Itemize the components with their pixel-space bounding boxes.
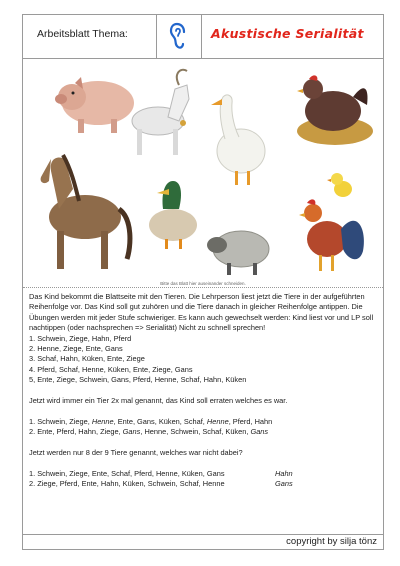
instructions [29, 292, 381, 490]
cut-line [23, 287, 383, 288]
icon-box [156, 15, 202, 58]
goat-icon [132, 70, 189, 155]
list-item: 3. Schaf, Hahn, Küken, Ente, Ziege [29, 354, 145, 364]
list-item: 2. Ente, Pferd, Hahn, Ziege, Gans, Henne, Schwein, Schaf, Küken, Gans [29, 427, 269, 437]
rooster-icon [299, 199, 364, 271]
header-label: Arbeitsblatt Thema: [37, 28, 128, 40]
sheep-icon [207, 231, 269, 275]
list-item: 5, Ente, Ziege, Schwein, Gans, Pferd, Henne, Schaf, Hahn, Küken [29, 375, 247, 385]
answer: Hahn [275, 468, 293, 478]
page-title: Akustische Serialität [211, 26, 364, 41]
intro-paragraph: Das Kind bekommt die Blattseite mit den Tieren. Die Lehrperson liest jetzt die Tiere in der aufgeführten Reihenfolge vor. Das Kind soll gut zuhören und die Tiere danach in gleicher Reihenfolge antippen. Die Übungen werden mit jeder Stufe schwieriger. Es kann auch gewechselt werden: Kind liest vor und LP soll nachtippen (oder nachsprechen => Serialität) Nicht zu schnell sprechen! [29, 292, 374, 333]
answer: Gans [275, 479, 293, 489]
list-item: 1. Schwein, Ziege, Ente, Schaf, Pferd, Henne, Küken, Gans Hahn [29, 468, 293, 478]
worksheet [22, 14, 384, 550]
hen-icon [297, 75, 373, 145]
section3-intro: Jetzt werden nur 8 der 9 Tiere genannt, welches war nicht dabei? [29, 448, 243, 458]
goose-icon [211, 95, 265, 185]
cut-note: Bitte das Blatt hier auseinander schneiden. [160, 281, 246, 286]
list-item: 4. Pferd, Schaf, Henne, Küken, Ente, Ziege, Gans [29, 364, 193, 374]
copyright: copyright by silja tönz [286, 536, 377, 547]
footer [23, 534, 383, 549]
header [23, 15, 383, 59]
list-item: 2. Ziege, Pferd, Ente, Hahn, Küken, Schwein, Schaf, Henne Gans [29, 479, 293, 489]
horse-icon [41, 155, 130, 269]
section2-intro: Jetzt wird immer ein Tier 2x mal genannt, das Kind soll erraten welches es war. [29, 396, 288, 406]
animal-illustrations [23, 59, 383, 289]
list-item: 1. Schwein, Ziege, Henne, Ente, Gans, Küken, Schaf, Henne, Pferd, Hahn [29, 416, 273, 426]
chick-icon [327, 173, 352, 197]
duck-icon [149, 181, 197, 249]
pig-icon [55, 77, 134, 133]
ear-icon [169, 22, 189, 50]
list-item: 2. Henne, Ziege, Ente, Gans [29, 344, 123, 354]
list-item: 1. Schwein, Ziege, Hahn, Pferd [29, 333, 132, 343]
